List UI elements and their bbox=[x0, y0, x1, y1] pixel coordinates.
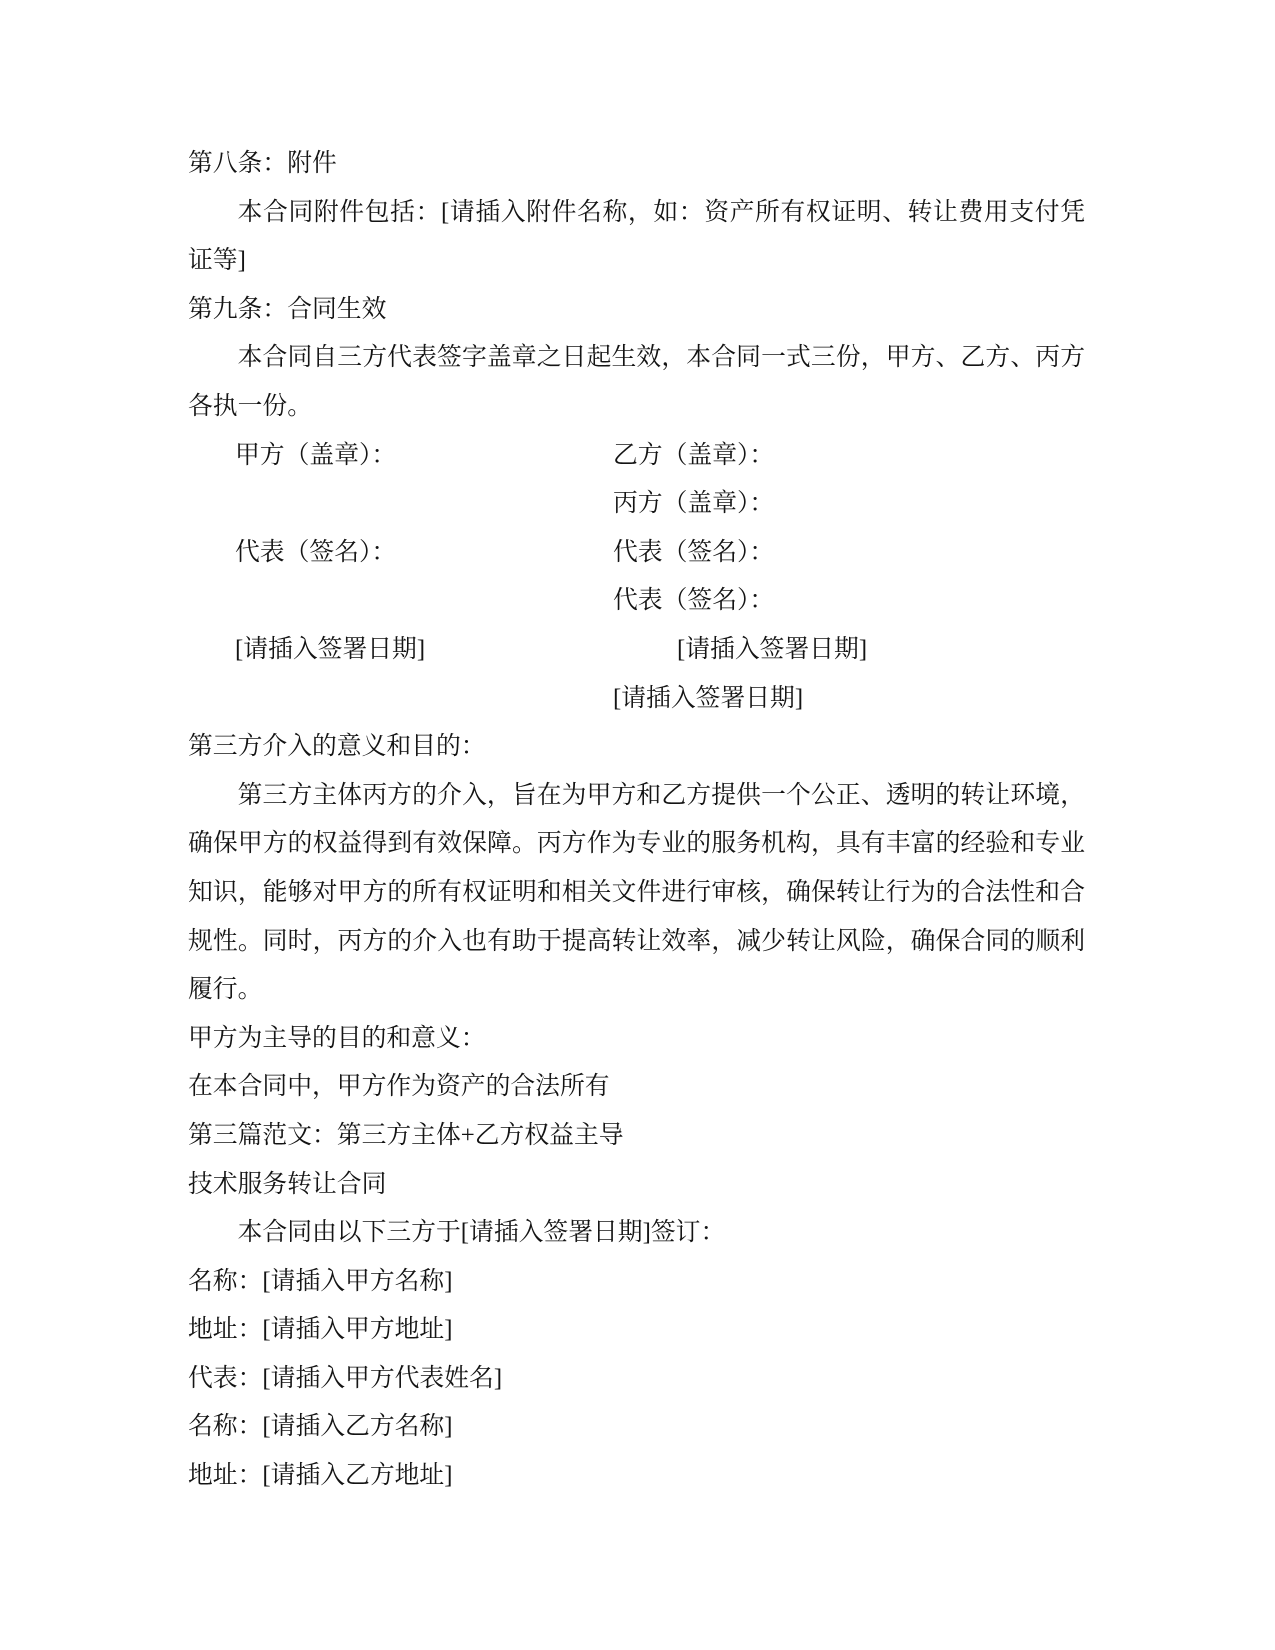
template3-party-a-rep: 代表：[请插入甲方代表姓名] bbox=[188, 1364, 503, 1392]
document-content bbox=[188, 140, 1085, 1501]
clause-8-heading: 第八条：附件 bbox=[188, 150, 337, 177]
template3-party-b-address: 地址：[请插入乙方地址] bbox=[188, 1462, 453, 1490]
party-b-rep-label: 代表（签名）： bbox=[613, 538, 775, 566]
party-a-date-placeholder: [请插入签署日期] bbox=[235, 635, 426, 663]
third-party-section-heading: 第三方介入的意义和目的： bbox=[188, 733, 486, 761]
party-c-date-placeholder: [请插入签署日期] bbox=[613, 684, 804, 712]
clause-8-body: 本合同附件包括：[请插入附件名称，如：资产所有权证明、转让费用支付凭证等] bbox=[188, 198, 1085, 275]
template3-intro: 本合同由以下三方于[请插入签署日期]签订： bbox=[237, 1219, 726, 1247]
signature-spacer bbox=[235, 577, 425, 626]
signature-spacer bbox=[235, 480, 425, 529]
party-a-section-body: 在本合同中，甲方作为资产的合法所有 bbox=[188, 1073, 610, 1101]
party-b-seal-label: 乙方（盖章）： bbox=[613, 441, 775, 469]
template3-party-a-address: 地址：[请插入甲方地址] bbox=[188, 1316, 453, 1344]
clause-9-heading: 第九条：合同生效 bbox=[188, 295, 387, 323]
signature-spacer bbox=[235, 675, 425, 724]
template3-party-a-name: 名称：[请插入甲方名称] bbox=[188, 1267, 453, 1295]
party-a-section-heading: 甲方为主导的目的和意义： bbox=[188, 1024, 486, 1052]
party-a-rep-label: 代表（签名）： bbox=[235, 538, 397, 566]
template3-contract-title: 技术服务转让合同 bbox=[188, 1170, 387, 1198]
signature-column-party-b-c bbox=[613, 432, 867, 724]
party-c-rep-label: 代表（签名）： bbox=[613, 587, 775, 615]
party-c-seal-label: 丙方（盖章）： bbox=[613, 490, 775, 518]
signature-column-party-a bbox=[235, 432, 425, 724]
party-b-date-placeholder: [请插入签署日期] bbox=[677, 635, 868, 663]
party-a-seal-label: 甲方（盖章）： bbox=[235, 441, 397, 469]
third-party-section-body: 第三方主体丙方的介入，旨在为甲方和乙方提供一个公正、透明的转让环境，确保甲方的权益得到有效保障。丙方作为专业的服务机构，具有丰富的经验和专业知识，能够对甲方的所有权证明和相关文件进行审核，确保转让行为的合法性和合规性。同时，丙方的介入也有助于提高转让效率，减少转让风险，确保合同的顺利履行。 bbox=[188, 781, 1085, 1004]
clause-9-body: 本合同自三方代表签字盖章之日起生效，本合同一式三份，甲方、乙方、丙方各执一份。 bbox=[188, 344, 1085, 420]
template3-series-title: 第三篇范文：第三方主体+乙方权益主导 bbox=[188, 1121, 624, 1149]
signature-block bbox=[188, 432, 1085, 724]
template3-party-b-name: 名称：[请插入乙方名称] bbox=[188, 1413, 453, 1441]
